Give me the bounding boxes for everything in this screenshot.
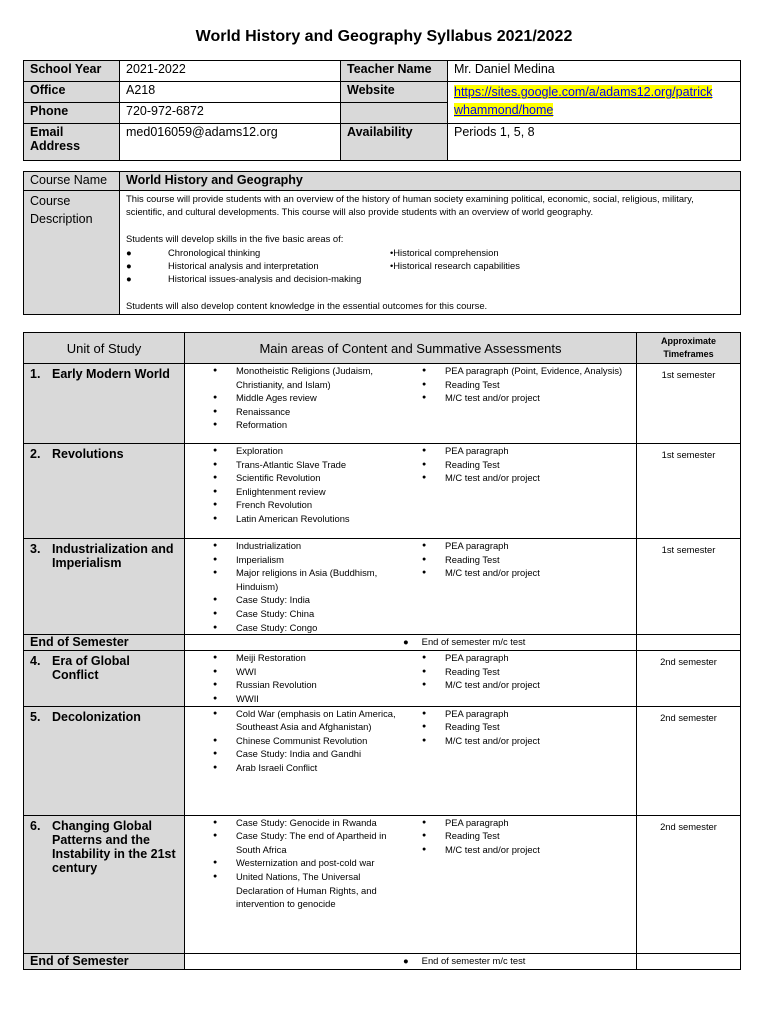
list-item: ● Case Study: India and Gandhi bbox=[213, 747, 396, 761]
list-item: ● PEA paragraph bbox=[422, 816, 540, 830]
list-item: ● Reading Test bbox=[422, 458, 540, 472]
course-outro: Students will also develop content knowledge in the essential outcomes for this course. bbox=[126, 300, 488, 312]
list-item: ● French Revolution bbox=[213, 498, 396, 512]
unit-content bbox=[185, 651, 637, 706]
phone-label: Phone bbox=[24, 103, 120, 124]
office-value: A218 bbox=[120, 82, 341, 103]
unit-name: 6. Changing Global Patterns and the Instability in the 21st century bbox=[24, 815, 185, 953]
list-item: ● PEA paragraph bbox=[422, 651, 540, 665]
website-label: Website bbox=[341, 82, 448, 103]
content-topics bbox=[213, 816, 396, 911]
content-topics bbox=[213, 364, 396, 432]
content-topics bbox=[213, 707, 396, 775]
list-item: ● Exploration bbox=[213, 444, 396, 458]
teacher-name-label: Teacher Name bbox=[341, 61, 448, 82]
course-name-value: World History and Geography bbox=[120, 172, 741, 191]
end-of-semester-label: End of Semester bbox=[24, 953, 185, 969]
course-description-label: Course Description bbox=[24, 191, 120, 315]
list-item: ● PEA paragraph bbox=[422, 707, 540, 721]
list-item: ● Chinese Communist Revolution bbox=[213, 734, 396, 748]
list-item: ● Westernization and post-cold war bbox=[213, 856, 396, 870]
list-item: ● Case Study: Genocide in Rwanda bbox=[213, 816, 396, 830]
end-of-semester-row bbox=[24, 953, 741, 969]
list-item: ● Reading Test bbox=[422, 720, 540, 734]
unit-content bbox=[185, 706, 637, 815]
unit-timeframe: 1st semester bbox=[637, 539, 741, 635]
timeframes-header: Approximate Timeframes bbox=[637, 333, 741, 364]
list-item: ● Middle Ages review bbox=[213, 391, 396, 405]
list-item: ● PEA paragraph (Point, Evidence, Analysis) bbox=[422, 364, 622, 378]
list-item: ● United Nations, The Universal Declaration of Human Rights, and intervention to genocide bbox=[213, 870, 396, 911]
list-item: ● M/C test and/or project bbox=[422, 678, 540, 692]
unit-name: 3. Industrialization and Imperialism bbox=[24, 539, 185, 635]
list-item: ● PEA paragraph bbox=[422, 444, 540, 458]
teacher-name-value: Mr. Daniel Medina bbox=[448, 61, 741, 82]
list-item: ● Reading Test bbox=[422, 829, 540, 843]
end-of-semester-timeframe bbox=[637, 635, 741, 651]
unit-name: 5. Decolonization bbox=[24, 706, 185, 815]
skill-row: ● Chronological thinking •Historical comprehension bbox=[126, 246, 499, 258]
unit-row bbox=[24, 815, 741, 953]
unit-timeframe: 2nd semester bbox=[637, 651, 741, 706]
list-item: ● Russian Revolution bbox=[213, 678, 396, 692]
course-description-text: This course will provide students with an overview of the history of human society examining political, economic, social, religious, military, scientific, and cultural developments. This course will also provide students with an overview of world geography. bbox=[126, 193, 694, 218]
unit-content bbox=[185, 539, 637, 635]
end-of-semester-timeframe bbox=[637, 953, 741, 969]
unit-name: 4. Era of Global Conflict bbox=[24, 651, 185, 706]
assessments bbox=[422, 651, 540, 692]
list-item: ● M/C test and/or project bbox=[422, 566, 540, 580]
unit-name: 2. Revolutions bbox=[24, 444, 185, 539]
unit-of-study-header: Unit of Study bbox=[24, 333, 185, 364]
content-topics bbox=[213, 651, 396, 705]
list-item: ● Trans-Atlantic Slave Trade bbox=[213, 458, 396, 472]
list-item: ● Reading Test bbox=[422, 665, 540, 679]
assessments bbox=[422, 707, 540, 748]
list-item: ● Renaissance bbox=[213, 405, 396, 419]
assessments bbox=[422, 364, 622, 405]
website-link-line-1[interactable]: https://sites.google.com/a/adams12.org/patrick bbox=[454, 85, 713, 99]
list-item: ● Case Study: The end of Apartheid in South Africa bbox=[213, 829, 396, 856]
units-table bbox=[23, 332, 741, 970]
unit-row bbox=[24, 706, 741, 815]
unit-name: 1. Early Modern World bbox=[24, 364, 185, 444]
end-of-semester-label: End of Semester bbox=[24, 635, 185, 651]
website-label-continuation bbox=[341, 103, 448, 124]
list-item: ● Monotheistic Religions (Judaism, Christianity, and Islam) bbox=[213, 364, 396, 391]
list-item: ● WWI bbox=[213, 665, 396, 679]
list-item: ● Latin American Revolutions bbox=[213, 512, 396, 526]
page-title: World History and Geography Syllabus 2021/2022 bbox=[195, 28, 573, 45]
phone-value: 720-972-6872 bbox=[120, 103, 341, 124]
list-item: ● Reading Test bbox=[422, 378, 622, 392]
unit-row bbox=[24, 444, 741, 539]
unit-timeframe: 2nd semester bbox=[637, 706, 741, 815]
school-year-value: 2021-2022 bbox=[120, 61, 341, 82]
end-of-semester-content: ● End of semester m/c test bbox=[185, 635, 637, 651]
skills-intro: Students will develop skills in the five basic areas of: bbox=[126, 233, 344, 245]
content-topics bbox=[213, 539, 396, 634]
course-description bbox=[120, 191, 741, 315]
list-item: ● Case Study: India bbox=[213, 593, 396, 607]
email-value: med016059@adams12.org bbox=[120, 124, 341, 161]
unit-row bbox=[24, 364, 741, 444]
list-item: ● Case Study: Congo bbox=[213, 621, 396, 635]
end-of-semester-content: ● End of semester m/c test bbox=[185, 953, 637, 969]
list-item: ● M/C test and/or project bbox=[422, 734, 540, 748]
availability-value: Periods 1, 5, 8 bbox=[448, 124, 741, 161]
list-item: ● Reading Test bbox=[422, 553, 540, 567]
assessments bbox=[422, 539, 540, 580]
list-item: ● Major religions in Asia (Buddhism, Hinduism) bbox=[213, 566, 396, 593]
list-item: ● PEA paragraph bbox=[422, 539, 540, 553]
unit-timeframe: 1st semester bbox=[637, 364, 741, 444]
content-topics bbox=[213, 444, 396, 526]
end-of-semester-row bbox=[24, 635, 741, 651]
list-item: ● Meiji Restoration bbox=[213, 651, 396, 665]
list-item: ● Case Study: China bbox=[213, 607, 396, 621]
availability-label: Availability bbox=[341, 124, 448, 161]
website-cell bbox=[448, 82, 741, 124]
list-item: ● M/C test and/or project bbox=[422, 471, 540, 485]
course-name-label: Course Name bbox=[24, 172, 120, 191]
list-item: ● M/C test and/or project bbox=[422, 391, 622, 405]
office-label: Office bbox=[24, 82, 120, 103]
unit-content bbox=[185, 815, 637, 953]
website-link-line-2[interactable]: whammond/home bbox=[454, 103, 554, 117]
assessments bbox=[422, 444, 540, 485]
email-label: Email Address bbox=[24, 124, 120, 161]
unit-timeframe: 2nd semester bbox=[637, 815, 741, 953]
list-item: ● Reformation bbox=[213, 418, 396, 432]
unit-timeframe: 1st semester bbox=[637, 444, 741, 539]
list-item: ● Industrialization bbox=[213, 539, 396, 553]
assessments bbox=[422, 816, 540, 857]
course-table bbox=[23, 171, 741, 315]
list-item: ● Cold War (emphasis on Latin America, Southeast Asia and Afghanistan) bbox=[213, 707, 396, 734]
list-item: ● Enlightenment review bbox=[213, 485, 396, 499]
list-item: ● M/C test and/or project bbox=[422, 843, 540, 857]
skill-row: ● Historical analysis and interpretation •Historical research capabilities bbox=[126, 260, 520, 272]
list-item: ● Arab Israeli Conflict bbox=[213, 761, 396, 775]
skill-row: ● Historical issues-analysis and decision-making bbox=[126, 273, 362, 285]
unit-content bbox=[185, 444, 637, 539]
school-year-label: School Year bbox=[24, 61, 120, 82]
unit-row bbox=[24, 539, 741, 635]
unit-row bbox=[24, 651, 741, 706]
main-content-header: Main areas of Content and Summative Assessments bbox=[185, 333, 637, 364]
list-item: ● WWII bbox=[213, 692, 396, 706]
list-item: ● Scientific Revolution bbox=[213, 471, 396, 485]
unit-content bbox=[185, 364, 637, 444]
list-item: ● Imperialism bbox=[213, 553, 396, 567]
teacher-info-table bbox=[23, 60, 741, 161]
